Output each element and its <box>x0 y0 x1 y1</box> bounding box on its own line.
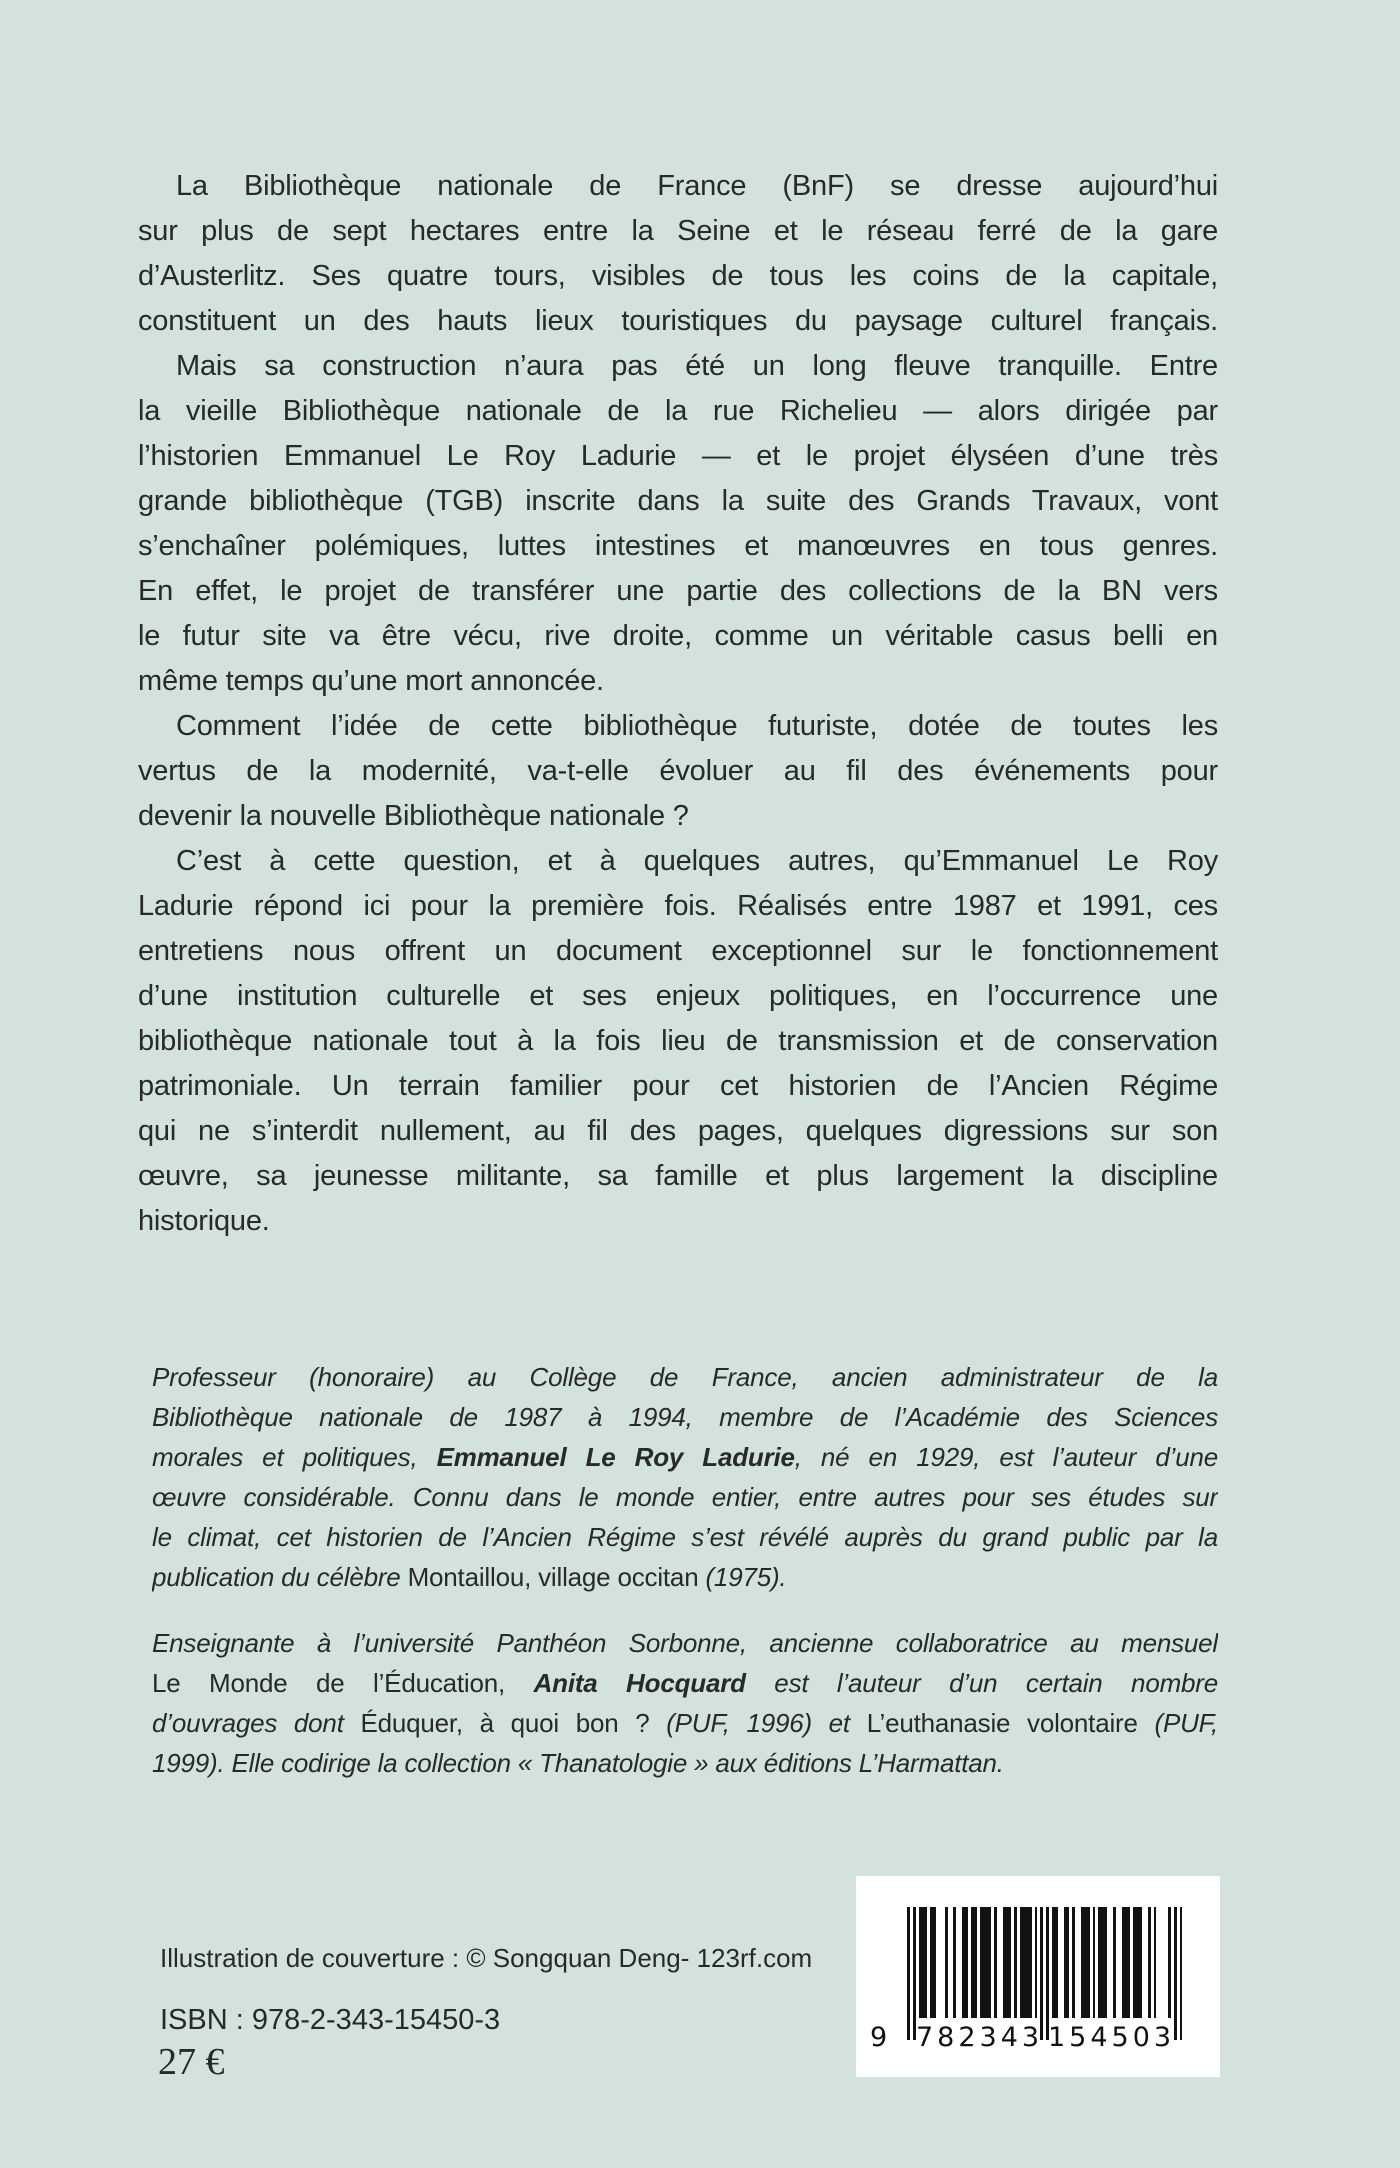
barcode-bar <box>945 1907 948 2018</box>
text-segment: s’enchaîner polémiques, luttes intestines et manœuvres en tous genres. <box>138 530 1218 562</box>
text-segment: publication du célèbre <box>152 1562 408 1592</box>
text-segment: Professeur (honoraire) au Collège de France, ancien administrateur de la <box>152 1362 1218 1392</box>
text-line <box>138 794 1218 839</box>
text-segment: d’une institution culturelle et ses enjeux politiques, en l’occurrence une <box>138 980 1218 1012</box>
barcode-digit-lead: 9 <box>870 2022 892 2053</box>
barcode-bar <box>1154 1907 1157 2018</box>
barcode-bar <box>1180 1907 1183 2040</box>
text-line <box>138 1019 1218 1064</box>
text-line <box>152 1663 1218 1703</box>
text-line <box>138 749 1218 794</box>
text-line <box>138 1109 1218 1154</box>
text-line <box>152 1623 1218 1663</box>
text-line <box>138 299 1218 344</box>
barcode-bar <box>1174 1907 1177 2040</box>
text-line <box>152 1703 1218 1743</box>
text-line <box>138 209 1218 254</box>
text-line <box>152 1477 1218 1517</box>
text-line <box>138 479 1218 524</box>
barcode-bar <box>971 1907 977 2018</box>
barcode-bar <box>1072 1907 1075 2018</box>
text-segment: devenir la nouvelle Bibliothèque nationale ? <box>138 800 689 832</box>
text-line <box>138 569 1218 614</box>
text-segment: En effet, le projet de transférer une partie des collections de la BN vers <box>138 575 1218 607</box>
text-segment: constituent un des hauts lieux touristiques du paysage culturel français. <box>138 305 1218 337</box>
text-segment: Comment l’idée de cette bibliothèque futuriste, dotée de toutes les <box>176 710 1218 742</box>
author-bio-hocquard <box>152 1623 1218 1783</box>
text-line <box>138 344 1218 389</box>
text-segment: (PUF, <box>1154 1708 1218 1738</box>
barcode-bar <box>1046 1907 1049 2040</box>
barcode-bar <box>994 1907 997 2018</box>
text-segment: 1999). Elle codirige la collection « Thanatologie » aux éditions L’Harmattan. <box>152 1748 1004 1778</box>
text-segment: sur plus de sept hectares entre la Seine et le réseau ferré de la gare <box>138 215 1218 247</box>
text-line <box>138 929 1218 974</box>
text-segment: la vieille Bibliothèque nationale de la rue Richelieu — alors dirigée par <box>138 395 1218 427</box>
text-line <box>138 1154 1218 1199</box>
text-segment: d’ouvrages dont <box>152 1708 361 1738</box>
text-segment: Ladurie répond ici pour la première fois. Réalisés entre 1987 et 1991, ces <box>138 890 1218 922</box>
text-segment: Enseignante à l’université Panthéon Sorbonne, ancienne collaboratrice au mensuel <box>152 1628 1218 1658</box>
text-line <box>138 164 1218 209</box>
text-line <box>138 1064 1218 1109</box>
text-line <box>138 974 1218 1019</box>
text-line <box>138 389 1218 434</box>
barcode-bars <box>907 1907 1183 2040</box>
text-line <box>138 839 1218 884</box>
barcode-bar <box>930 1907 936 2018</box>
text-segment: L’euthanasie volontaire <box>866 1708 1155 1738</box>
text-segment: même temps qu’une mort annoncée. <box>138 665 604 697</box>
text-segment: bibliothèque nationale tout à la fois lieu de transmission et de conservation <box>138 1025 1218 1057</box>
barcode-bar <box>1148 1907 1151 2018</box>
barcode-bar <box>1040 1907 1043 2040</box>
barcode-bar <box>913 1907 916 2040</box>
text-segment: le futur site va être vécu, rive droite, comme un véritable casus belli en <box>138 620 1218 652</box>
synopsis-text <box>138 164 1218 1244</box>
barcode-digits-left: 782343 <box>916 2022 1044 2053</box>
text-line <box>138 704 1218 749</box>
barcode-bar <box>1003 1907 1012 2018</box>
barcode-bar <box>1052 1907 1058 2018</box>
author-bio-le-roy-ladurie <box>152 1357 1218 1597</box>
text-segment: Le Monde de l’Éducation, <box>152 1668 534 1698</box>
barcode-bar <box>907 1907 910 2040</box>
text-segment: le climat, cet historien de l’Ancien Régime s’est révélé auprès du grand public par la <box>152 1522 1218 1552</box>
text-segment: Mais sa construction n’aura pas été un long fleuve tranquille. Entre <box>176 350 1218 382</box>
text-segment: l’historien Emmanuel Le Roy Ladurie — et le projet élyséen d’une très <box>138 440 1218 472</box>
text-line <box>138 614 1218 659</box>
text-line <box>152 1743 1218 1783</box>
text-segment: morales et politiques, <box>152 1442 437 1472</box>
isbn-text: ISBN : 978-2-343-15450-3 <box>160 2004 501 2036</box>
barcode-bar <box>953 1907 956 2018</box>
text-segment: Bibliothèque nationale de 1987 à 1994, membre de l’Académie des Sciences <box>152 1402 1218 1432</box>
text-segment: , né en 1929, est l’auteur d’une <box>794 1442 1218 1472</box>
text-segment: Anita Hocquard <box>533 1668 746 1698</box>
text-line <box>138 524 1218 569</box>
text-segment: grande bibliothèque (TGB) inscrite dans la suite des Grands Travaux, vont <box>138 485 1218 517</box>
text-segment: Montaillou, village occitan <box>407 1562 699 1592</box>
text-segment: C’est à cette question, et à quelques autres, qu’Emmanuel Le Roy <box>176 845 1218 877</box>
barcode-digits-right: 154503 <box>1048 2022 1176 2053</box>
text-segment: œuvre, sa jeunesse militante, sa famille et plus largement la discipline <box>138 1160 1218 1192</box>
barcode-bar <box>1098 1907 1107 2018</box>
barcode-bar <box>1113 1907 1116 2018</box>
text-segment: Emmanuel Le Roy Ladurie <box>436 1442 795 1472</box>
barcode-bar <box>1035 1907 1038 2018</box>
text-line <box>152 1357 1218 1397</box>
text-segment: qui ne s’interdit nullement, au fil des pages, quelques digressions sur son <box>138 1115 1218 1147</box>
text-line <box>152 1557 1218 1597</box>
barcode-bar <box>1064 1907 1070 2018</box>
text-segment: patrimoniale. Un terrain familier pour cet historien de l’Ancien Régime <box>138 1070 1218 1102</box>
text-line <box>138 434 1218 479</box>
text-line <box>138 1199 1218 1244</box>
text-segment: entretiens nous offrent un document exceptionnel sur le fonctionnement <box>138 935 1218 967</box>
cover-illustration-credit: Illustration de couverture : © Songquan Deng- 123rf.com <box>160 1943 813 1973</box>
text-line <box>138 659 1218 704</box>
barcode-bar <box>1133 1907 1142 2018</box>
text-segment: (PUF, 1996) et <box>666 1708 867 1738</box>
barcode-bar <box>1093 1907 1096 2018</box>
barcode-bar <box>1081 1907 1090 2018</box>
text-segment: La Bibliothèque nationale de France (BnF) se dresse aujourd’hui <box>176 170 1218 202</box>
text-segment: Éduquer, à quoi bon ? <box>360 1708 667 1738</box>
barcode-bar <box>919 1907 928 2018</box>
text-segment: (1975). <box>698 1562 787 1592</box>
barcode-bar <box>1168 1907 1171 2018</box>
barcode-bar <box>1122 1907 1131 2018</box>
text-line <box>152 1517 1218 1557</box>
barcode-bar <box>980 1907 992 2018</box>
barcode-bar <box>1020 1907 1032 2018</box>
text-line <box>138 254 1218 299</box>
ean13-barcode <box>856 1876 1220 2077</box>
text-segment: d’Austerlitz. Ses quatre tours, visibles de tous les coins de la capitale, <box>138 260 1218 292</box>
text-line <box>152 1397 1218 1437</box>
price-text: 27 € <box>158 2041 225 2083</box>
text-segment: historique. <box>138 1205 270 1237</box>
text-segment: est l’auteur d’un certain nombre <box>745 1668 1218 1698</box>
text-segment: vertus de la modernité, va-t-elle évoluer au fil des événements pour <box>138 755 1218 787</box>
barcode-bar <box>962 1907 968 2018</box>
text-line <box>152 1437 1218 1477</box>
barcode-bar <box>1014 1907 1017 2018</box>
text-line <box>138 884 1218 929</box>
text-segment: œuvre considérable. Connu dans le monde entier, entre autres pour ses études sur <box>152 1482 1218 1512</box>
